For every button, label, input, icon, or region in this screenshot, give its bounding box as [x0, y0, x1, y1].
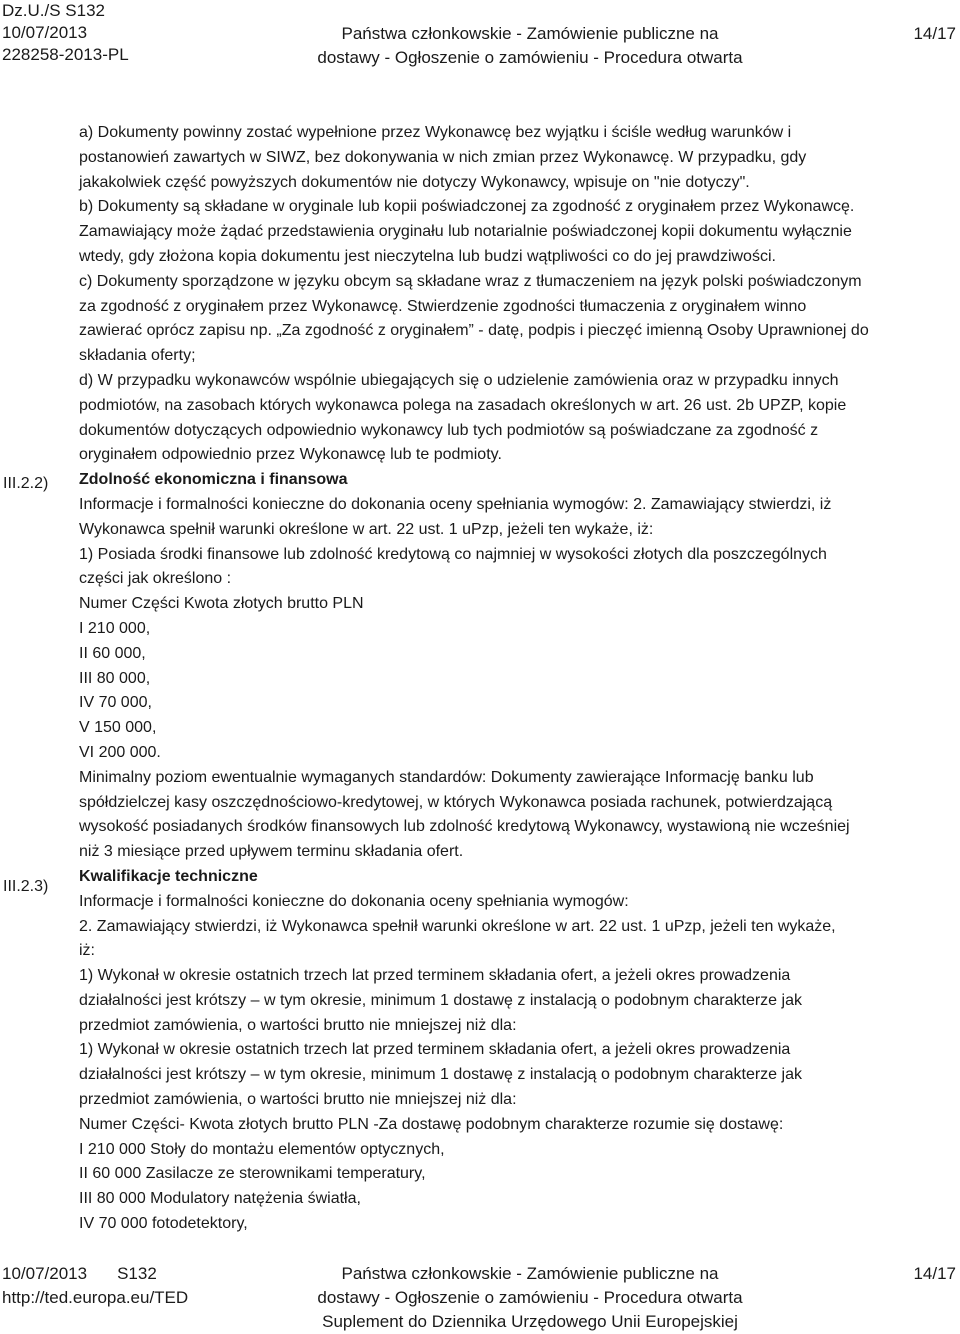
body-line: VI 200 000. — [79, 743, 161, 761]
section-label-iii-2-2: III.2.2) — [3, 475, 49, 492]
body-line: III 80 000, — [79, 669, 151, 687]
footer-title-line1: Państwa członkowskie - Zamówienie publiczne na — [341, 1264, 719, 1283]
body-line: za zgodność z oryginałem przez Wykonawcę. Stwierdzenie zgodności tłumaczenia z oryginałem winno — [79, 297, 807, 315]
footer-page-number: 14/17 — [913, 1264, 956, 1283]
body-line: a) Dokumenty powinny zostać wypełnione przez Wykonawcę bez wyjątku i ściśle według warunków i — [79, 124, 792, 141]
body-line: IV 70 000, — [79, 694, 152, 712]
body-line: c) Dokumenty sporządzone w języku obcym są składane wraz z tłumaczeniem na język polski poświadczonym — [79, 272, 862, 290]
body-line: 2. Zamawiający stwierdzi, iż Wykonawca spełnił warunki określone w art. 22 ust. 1 uPzp, jeżeli ten wykaże, — [79, 917, 836, 935]
footer-url-link[interactable]: http://ted.europa.eu/TED — [2, 1288, 189, 1307]
header-page-number: 14/17 — [913, 24, 956, 43]
body-line: III 80 000 Modulatory natężenia światła, — [79, 1190, 361, 1208]
page-header — [0, 0, 960, 70]
section-heading-economic: Zdolność ekonomiczna i finansowa — [79, 471, 348, 489]
body-line: II 60 000, — [79, 644, 146, 662]
body-line: jakakolwiek część powyższych dokumentów nie dotyczy Wykonawcy, wpisuje on "nie dotyczy". — [79, 173, 750, 191]
body-line: Wykonawca spełnił warunki określone w art. 22 ust. 1 uPzp, jeżeli ten wykaże, iż: — [79, 520, 654, 538]
body-line: Zamawiający może żądać przedstawienia oryginału lub notarialnie poświadczonej kopii dokumentu wyłącznie — [79, 223, 852, 241]
body-line: wysokość posiadanych środków finansowych lub zdolność kredytową Wykonawcy, wystawioną nie wcześniej — [79, 818, 850, 836]
body-line: I 210 000 Stoły do montażu elementów optycznych, — [79, 1140, 445, 1158]
journal-ref: Dz.U./S S132 — [2, 1, 105, 20]
footer-code: S132 — [117, 1264, 157, 1283]
page-footer — [0, 1262, 960, 1334]
body-line: Informacje i formalności konieczne do dokonania oceny spełniania wymogów: 2. Zamawiający stwierdzi, iż — [79, 495, 832, 513]
header-left — [2, 0, 129, 66]
body-line: postanowień zawartych w SIWZ, bez dokonywania w nich zmian przez Wykonawcę. W przypadku, gdy — [79, 148, 807, 166]
body-line: 1) Wykonał w okresie ostatnich trzech lat przed terminem składania ofert, a jeżeli okres prowadzenia — [79, 967, 791, 985]
body-line: spółdzielczej kasy oszczędnościowo-kredytowej, w których Wykonawca posiada rachunek, potwierdzającą — [79, 793, 833, 811]
footer-title-line3: Suplement do Dziennika Urzędowego Unii Europejskiej — [322, 1312, 738, 1331]
body-line: składania oferty; — [79, 347, 196, 365]
body-line: II 60 000 Zasilacze ze sterownikami temperatury, — [79, 1165, 426, 1183]
footer-date: 10/07/2013 — [2, 1264, 88, 1283]
header-title-line2: dostawy - Ogłoszenie o zamówieniu - Procedura otwarta — [317, 48, 743, 67]
footer-left — [2, 1262, 188, 1310]
body-line: podmiotów, na zasobach których wykonawca polega na zasadach określonych w art. 26 ust. 2b UPZP, kopie — [79, 396, 847, 414]
body-line: części jak określono : — [79, 570, 232, 588]
body-line: Numer Części Kwota złotych brutto PLN — [79, 595, 364, 613]
header-title — [300, 22, 760, 70]
body-line: wtedy, gdy złożona kopia dokumentu jest nieczytelna lub budzi wątpliwości co do jej prawdziwości. — [79, 247, 776, 265]
header-title-line1: Państwa członkowskie - Zamówienie publiczne na — [341, 24, 719, 43]
section-label-iii-2-3: III.2.3) — [3, 878, 49, 895]
body-line: niż 3 miesiące przed upływem terminu składania ofert. — [79, 843, 464, 861]
body-line: IV 70 000 fotodetektory, — [79, 1215, 248, 1233]
body-line: V 150 000, — [79, 719, 157, 737]
header-date: 10/07/2013 — [2, 23, 88, 42]
body-line: działalności jest krótszy – w tym okresie, minimum 1 dostawę z instalacją o podobnym charakterze jak — [79, 991, 802, 1009]
notice-ref: 228258-2013-PL — [2, 45, 129, 64]
body-line: I 210 000, — [79, 619, 151, 637]
body-line: 1) Wykonał w okresie ostatnich trzech lat przed terminem składania ofert, a jeżeli okres prowadzenia — [79, 1041, 791, 1059]
body-line: oryginałem odpowiednio przez Wykonawcę lub te podmioty. — [79, 446, 502, 464]
body-line: dokumentów dotyczących odpowiednio wykonawcy lub tych podmiotów są poświadczane za zgodność z — [79, 421, 819, 439]
section-heading-technical: Kwalifikacje techniczne — [79, 867, 258, 885]
body-line: przedmiot zamówienia, o wartości brutto nie mniejszej niż dla: — [79, 1016, 517, 1034]
body-line: przedmiot zamówienia, o wartości brutto nie mniejszej niż dla: — [79, 1091, 517, 1109]
document-body — [79, 121, 955, 1237]
footer-title — [300, 1262, 760, 1334]
body-line: Numer Części- Kwota złotych brutto PLN -Za dostawę podobnym charakterze rozumie się dostawę: — [79, 1115, 784, 1133]
body-line: Minimalny poziom ewentualnie wymaganych standardów: Dokumenty zawierające Informację banku lub — [79, 768, 814, 786]
body-line: działalności jest krótszy – w tym okresie, minimum 1 dostawę z instalacją o podobnym charakterze jak — [79, 1066, 802, 1084]
body-line: Informacje i formalności konieczne do dokonania oceny spełniania wymogów: — [79, 892, 629, 910]
footer-title-line2: dostawy - Ogłoszenie o zamówieniu - Procedura otwarta — [317, 1288, 743, 1307]
body-line: iż: — [79, 942, 95, 960]
body-line: 1) Posiada środki finansowe lub zdolność kredytową co najmniej w wysokości złotych dla poszczególnych — [79, 545, 827, 563]
body-line: b) Dokumenty są składane w oryginale lub kopii poświadczonej za zgodność z oryginałem przez Wykonawcę. — [79, 198, 855, 216]
body-line: zawierać oprócz zapisu np. „Za zgodność z oryginałem” - datę, podpis i pieczęć imienną Osoby Uprawnionej do — [79, 322, 869, 340]
body-line: d) W przypadku wykonawców wspólnie ubiegających się o udzielenie zamówienia oraz w przypadku innych — [79, 371, 839, 389]
